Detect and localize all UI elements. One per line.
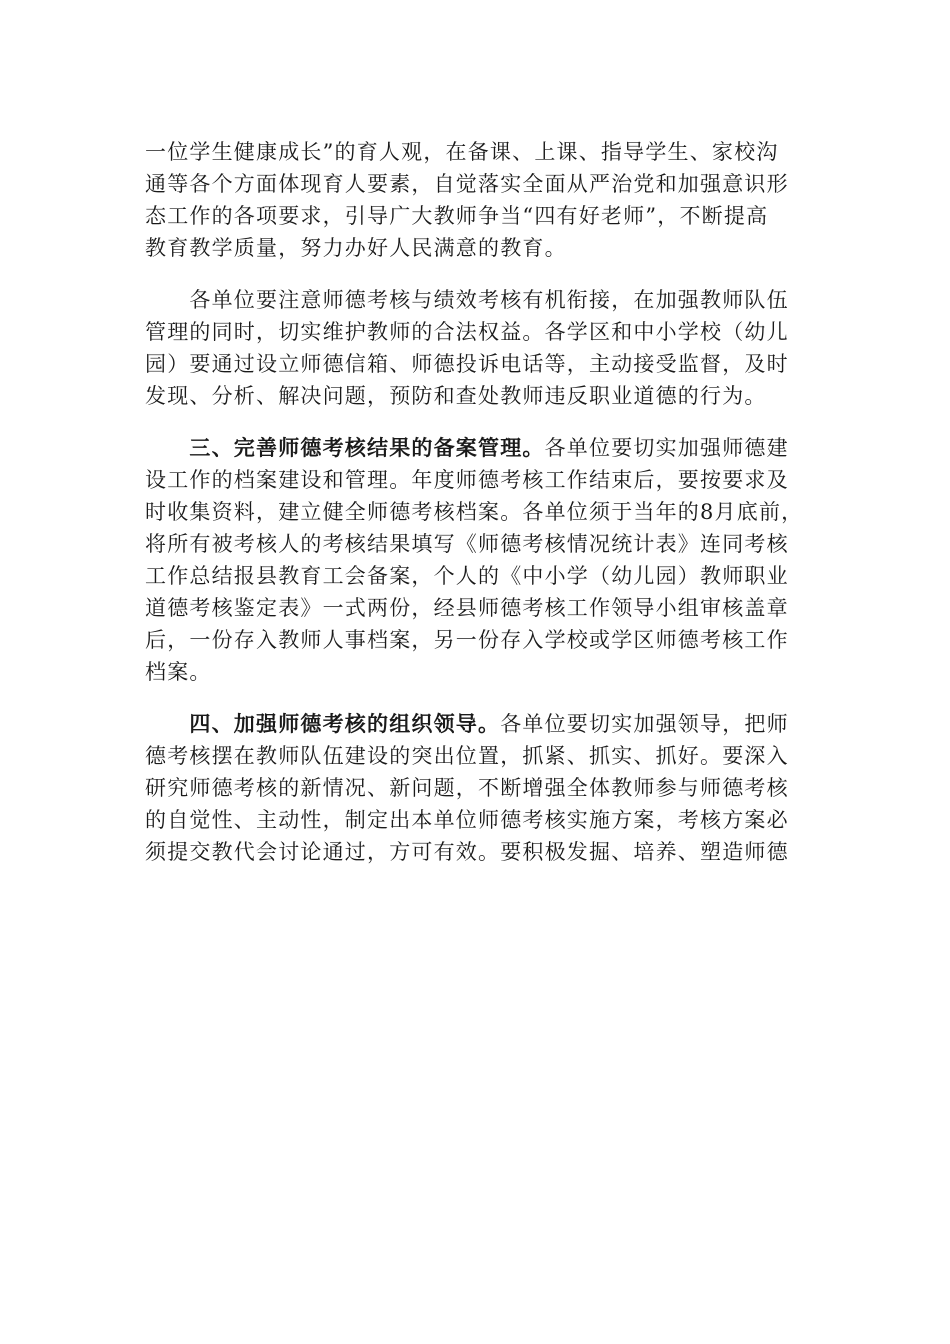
text-line: 将所有被考核人的考核结果填写《师德考核情况统计表》连同考核: [145, 532, 789, 556]
text-line: 研究师德考核的新情况、新问题，不断增强全体教师参与师德考核: [145, 776, 789, 800]
text-line: 教育教学质量，努力办好人民满意的教育。: [145, 236, 567, 260]
text-line: 通等各个方面体现育人要素，自觉落实全面从严治党和加强意识形: [145, 172, 789, 196]
section-heading: 四、加强师德考核的组织领导。: [145, 711, 501, 736]
text-line: 的自觉性、主动性，制定出本单位师德考核实施方案，考核方案必: [145, 808, 789, 832]
text-segment: 各单位要切实加强领导，把师: [500, 712, 789, 736]
document-body: [145, 136, 825, 868]
section-heading: 三、完善师德考核结果的备案管理。: [145, 435, 545, 460]
text-line: 一位学生健康成长”的育人观，在备课、上课、指导学生、家校沟: [145, 140, 779, 164]
text-line: 发现、分析、解决问题，预防和查处教师违反职业道德的行为。: [145, 384, 767, 408]
paragraph: [145, 432, 825, 688]
paragraph: [145, 136, 825, 264]
text-segment: 各单位要切实加强师德建: [544, 436, 789, 460]
text-line: 德考核摆在教师队伍建设的突出位置，抓紧、抓实、抓好。要深入: [145, 744, 789, 768]
text-line: 后，一份存入教师人事档案，另一份存入学校或学区师德考核工作: [145, 628, 789, 652]
text-line: 道德考核鉴定表》一式两份，经县师德考核工作领导小组审核盖章: [145, 596, 789, 620]
text-line: 态工作的各项要求，引导广大教师争当“四有好老师”，不断提高: [145, 204, 769, 228]
text-line: 设工作的档案建设和管理。年度师德考核工作结束后，要按要求及: [145, 468, 789, 492]
paragraph: [145, 284, 825, 412]
text-line: 管理的同时，切实维护教师的合法权益。各学区和中小学校（幼儿: [145, 320, 789, 344]
text-line: 时收集资料，建立健全师德考核档案。各单位须于当年的8月底前，: [145, 500, 804, 524]
text-line: 园）要通过设立师德信箱、师德投诉电话等，主动接受监督，及时: [145, 352, 789, 376]
paragraph: [145, 708, 825, 868]
text-line: [145, 708, 825, 740]
text-line: 工作总结报县教育工会备案，个人的《中小学（幼儿园）教师职业: [145, 564, 789, 588]
text-line: [145, 432, 825, 464]
text-line: 各单位要注意师德考核与绩效考核有机衔接，在加强教师队伍: [145, 288, 789, 312]
text-line: 档案。: [145, 660, 212, 684]
text-line: 须提交教代会讨论通过，方可有效。要积极发掘、培养、塑造师德: [145, 840, 789, 864]
